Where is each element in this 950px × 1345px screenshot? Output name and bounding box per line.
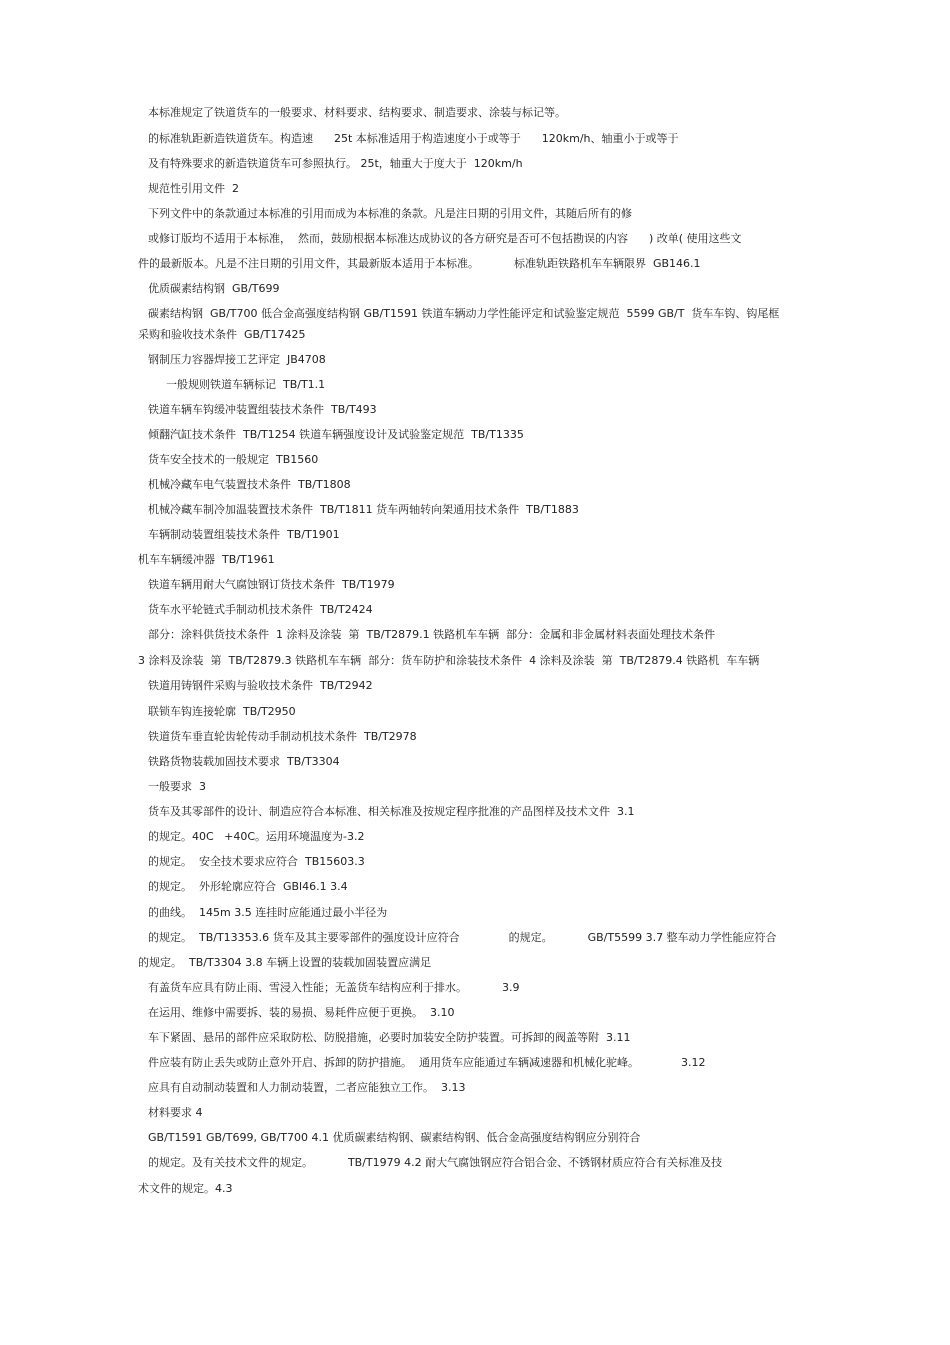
- text-line: 倾翻汽缸技术条件 TB/T1254 铁道车辆强度设计及试验鉴定规范 TB/T1335: [148, 428, 524, 441]
- text-line: 钢制压力容器焊接工艺评定 JB4708: [148, 353, 326, 366]
- text-line: 的规定。及有关技术文件的规定。 TB/T1979 4.2 耐大气腐蚀钢应符合铝合金、不锈钢材质应符合有关标准及技: [148, 1156, 723, 1169]
- text-line: 采购和验收技术条件 GB/T17425: [138, 328, 306, 341]
- text-line: 的规定。 TB/T3304 3.8 车辆上设置的装载加固装置应满足: [138, 956, 432, 969]
- text-line: 的曲线。 145m 3.5 连挂时应能通过最小半径为: [148, 906, 388, 919]
- text-line: 货车水平轮链式手制动机技术条件 TB/T2424: [148, 603, 373, 616]
- text-line: 铁路货物装载加固技术要求 TB/T3304: [148, 755, 340, 768]
- text-line: 规范性引用文件 2: [148, 182, 239, 195]
- text-line: 3 涂料及涂装 第 TB/T2879.3 铁路机车车辆 部分：货车防护和涂装技术条件 4 涂料及涂装 第 TB/T2879.4 铁路机 车车辆: [138, 654, 760, 667]
- text-line: GB/T1591 GB/T699, GB/T700 4.1 优质碳素结构钢、碳素结构钢、低合金高强度结构钢应分别符合: [148, 1131, 641, 1144]
- text-line: 有盖货车应具有防止雨、雪浸入性能；无盖货车结构应利于排水。 3.9: [148, 981, 520, 994]
- text-line: 件的最新版本。凡是不注日期的引用文件，其最新版本适用于本标准。 标准轨距铁路机车车辆限界 GB146.1: [138, 257, 701, 270]
- text-line: 的规定。40C +40C。运用环境温度为-3.2: [148, 830, 365, 843]
- text-line: 货车安全技术的一般规定 TB1560: [148, 453, 319, 466]
- text-line: 的规定。 外形轮廓应符合 GBl46.1 3.4: [148, 880, 348, 893]
- text-line: 联锁车钩连接轮廓 TB/T2950: [148, 705, 296, 718]
- text-line: 机械冷藏车制冷加温装置技术条件 TB/T1811 货车两轴转向架通用技术条件 TB/T1883: [148, 503, 579, 516]
- text-line: 的规定。 安全技术要求应符合 TB15603.3: [148, 855, 365, 868]
- text-line: 及有特殊要求的新造铁道货车可参照执行。 25t，轴重大于度大于 120km/h: [148, 157, 523, 170]
- text-line: 机械冷藏车电气装置技术条件 TB/T1808: [148, 478, 351, 491]
- text-line: 碳素结构钢 GB/T700 低合金高强度结构钢 GB/T1591 铁道车辆动力学性能评定和试验鉴定规范 5599 GB/T 货车车钩、钩尾框: [148, 307, 780, 320]
- text-line: 或修订版均不适用于本标准， 然而，鼓励根据本标准达成协议的各方研究是否可不包括勘误的内容 ) 改单( 使用这些文: [148, 232, 742, 245]
- text-line: 下列文件中的条款通过本标准的引用而成为本标准的条款。凡是注日期的引用文件，其随后所有的修: [148, 207, 632, 220]
- text-line: 车下紧固、悬吊的部件应采取防松、防脱措施，必要时加装安全防护装置。可拆卸的阀盖等附 3.11: [148, 1031, 631, 1044]
- text-line: 铁道车辆车钩缓冲装置组装技术条件 TB/T493: [148, 403, 377, 416]
- text-line: 铁道货车垂直轮齿轮传动手制动机技术条件 TB/T2978: [148, 730, 417, 743]
- text-line: 应具有自动制动装置和人力制动装置，二者应能独立工作。 3.13: [148, 1081, 466, 1094]
- text-line: 材料要求 4: [148, 1106, 203, 1119]
- text-line: 术文件的规定。4.3: [138, 1182, 233, 1195]
- text-line: 一般规则铁道车辆标记 TB/T1.1: [166, 378, 326, 391]
- text-line: 的规定。 TB/T13353.6 货车及其主要零部件的强度设计应符合 的规定。 GB/T5599 3.7 整车动力学性能应符合: [148, 931, 777, 944]
- text-line: 铁道用铸钢件采购与验收技术条件 TB/T2942: [148, 679, 373, 692]
- text-line: 货车及其零部件的设计、制造应符合本标准、相关标准及按规定程序批准的产品图样及技术文件 3.1: [148, 805, 635, 818]
- text-line: 件应装有防止丢失或防止意外开启、拆卸的防护措施。 通用货车应能通过车辆减速器和机械化驼峰。 3.12: [148, 1056, 706, 1069]
- text-line: 本标准规定了铁道货车的一般要求、材料要求、结构要求、制造要求、涂装与标记等。: [148, 106, 566, 119]
- text-line: 车辆制动装置组装技术条件 TB/T1901: [148, 528, 340, 541]
- text-line: 铁道车辆用耐大气腐蚀钢订货技术条件 TB/T1979: [148, 578, 395, 591]
- text-line: 一般要求 3: [148, 780, 206, 793]
- text-line: 机车车辆缓冲器 TB/T1961: [138, 553, 275, 566]
- text-line: 的标准轨距新造铁道货车。构造速 25t 本标准适用于构造速度小于或等于 120km/h、轴重小于或等于: [148, 132, 679, 145]
- text-line: 优质碳素结构钢 GB/T699: [148, 282, 280, 295]
- text-line: 部分：涂料供货技术条件 1 涂料及涂装 第 TB/T2879.1 铁路机车车辆 部分：金属和非金属材料表面处理技术条件: [148, 628, 716, 641]
- text-line: 在运用、维修中需要拆、装的易损、易耗件应便于更换。 3.10: [148, 1006, 455, 1019]
